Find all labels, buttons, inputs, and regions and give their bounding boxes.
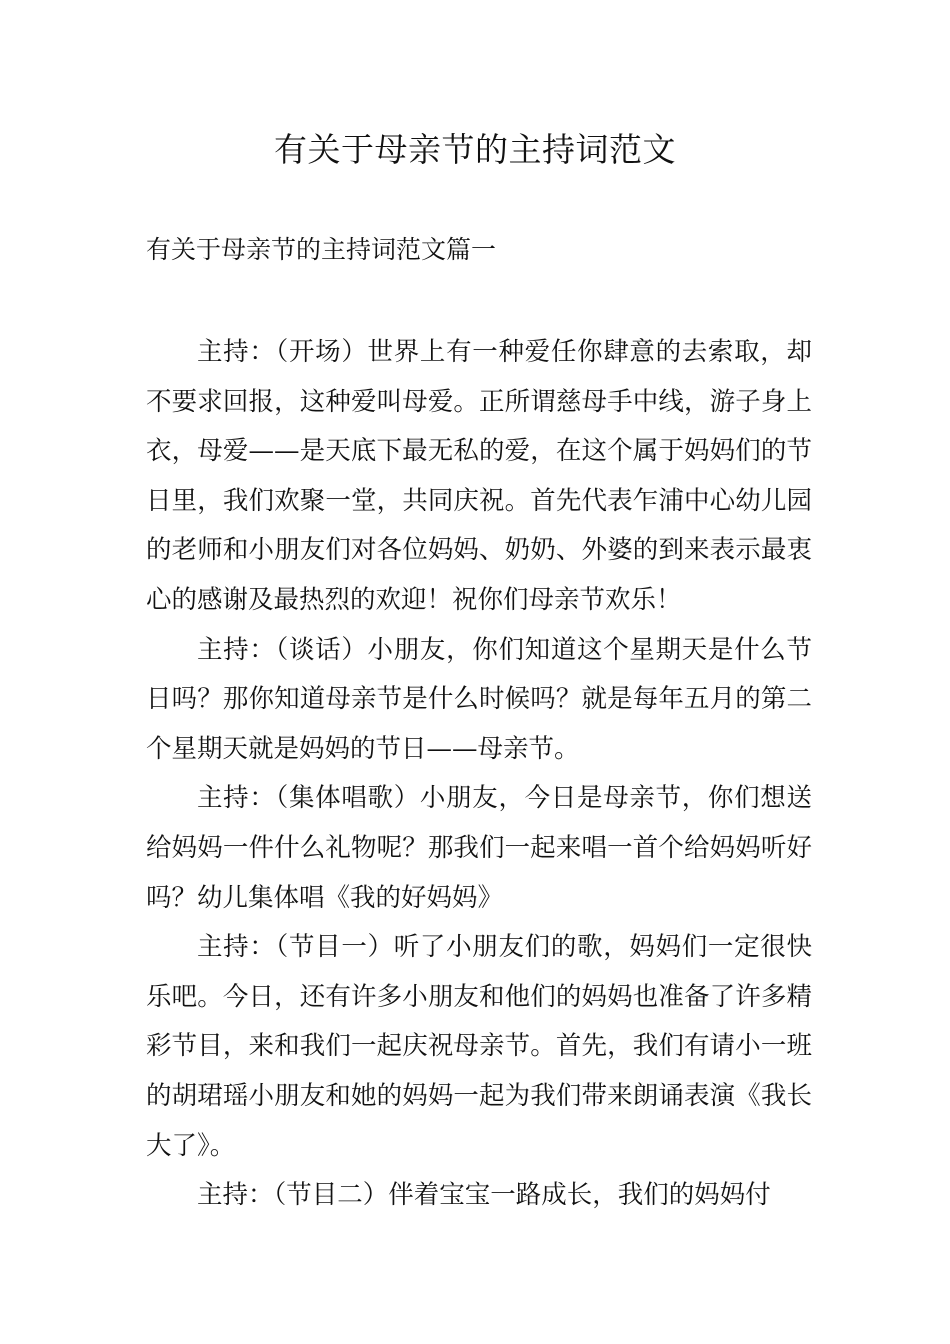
paragraph-talk: 主持：（谈话）小朋友，你们知道这个星期天是什么节日吗？那你知道母亲节是什么时候吗？就是每年五月的第二个星期天就是妈妈的节日——母亲节。 bbox=[146, 634, 812, 764]
paragraph-program-one: 主持：（节目一）听了小朋友们的歌，妈妈们一定很快乐吧。今日，还有许多小朋友和他们的妈妈也准备了许多精彩节目，来和我们一起庆祝母亲节。首先，我们有请小一班的胡珺瑶小朋友和她的妈妈一起为我们带来朗诵表演《我长大了》。 bbox=[146, 932, 812, 1161]
paragraph-group-song: 主持：（集体唱歌）小朋友，今日是母亲节，你们想送给妈妈一件什么礼物呢？那我们一起来唱一首个给妈妈听好吗？幼儿集体唱《我的好妈妈》 bbox=[146, 783, 812, 913]
document-title: 有关于母亲节的主持词范文 bbox=[274, 130, 676, 169]
paragraph-program-two: 主持：（节目二）伴着宝宝一路成长，我们的妈妈付 bbox=[197, 1180, 771, 1211]
paragraph-opening: 主持：（开场）世界上有一种爱任你肆意的去索取，却不要求回报，这种爱叫母爱。正所谓慈母手中线，游子身上衣，母爱——是天底下最无私的爱，在这个属于妈妈们的节日里，我们欢聚一堂，共同庆祝。首先代表乍浦中心幼儿园的老师和小朋友们对各位妈妈、奶奶、外婆的到来表示最衷心的感谢及最热烈的欢迎！祝你们母亲节欢乐！ bbox=[146, 337, 812, 615]
document-body bbox=[146, 328, 812, 1221]
section-heading: 有关于母亲节的主持词范文篇一 bbox=[146, 235, 497, 264]
